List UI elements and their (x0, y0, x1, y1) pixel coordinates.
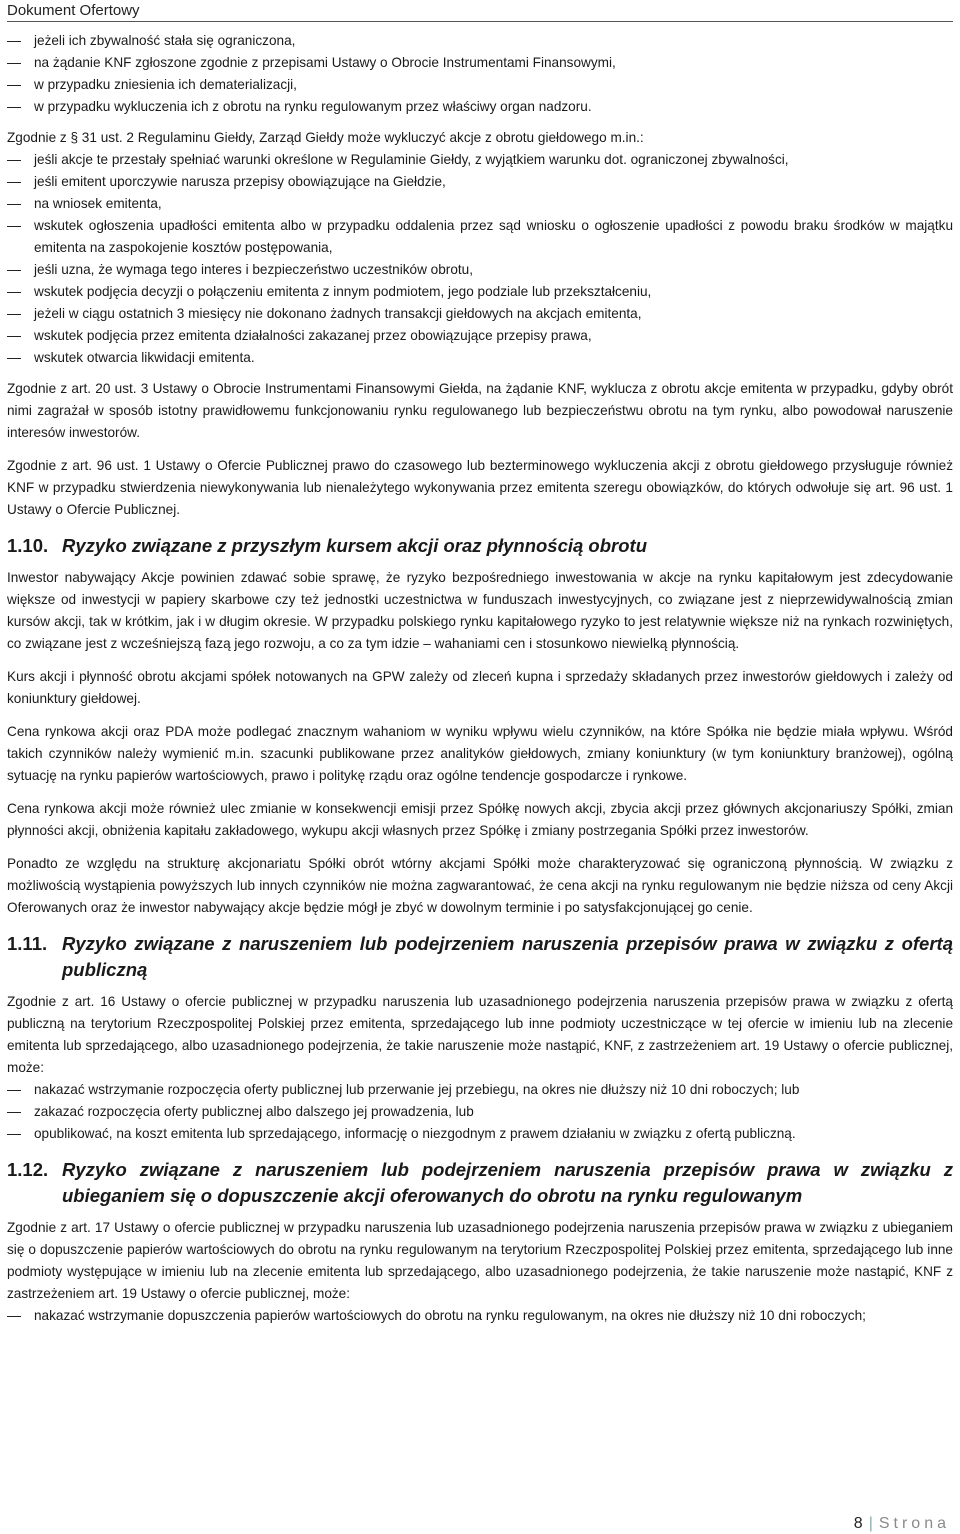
section-title: Ryzyko związane z naruszeniem lub podejrzeniem naruszenia przepisów prawa w związku z ubieganiem się o dopuszczenie akcji oferowanych do obrotu na rynku regulowanym (62, 1159, 953, 1206)
paragraph: Ponadto ze względu na strukturę akcjonariatu Spółki obrót wtórny akcjami Spółki może charakteryzować się ograniczoną płynnością. W związku z możliwością wystąpienia powyższych lub innych czynników nie można zagwarantować, że cena akcji na rynku regulowanym nie będzie niższa od ceny Akcji Oferowanych oraz że inwestor nabywający akcje będzie mógł je zbyć w dowolnym terminie i po satysfakcjonującej go cenie. (7, 856, 953, 915)
section-number: 1.10. (7, 535, 49, 556)
list-item: jeżeli ich zbywalność stała się ograniczona, (7, 30, 953, 52)
paragraph: Zgodnie z § 31 ust. 2 Regulaminu Giełdy, Zarząd Giełdy może wykluczyć akcje z obrotu giełdowego m.in.: (7, 130, 644, 145)
list-item: jeśli akcje te przestały spełniać warunki określone w Regulaminie Giełdy, z wyjątkiem warunku dot. ograniczonej zbywalności, (7, 149, 953, 171)
paragraph: Cena rynkowa akcji oraz PDA może podlegać znacznym wahaniom w wyniku wpływu wielu czynników, na które Spółka nie będzie miała wpływu. Wśród takich czynników należy wymienić m.in. szacunki publikowane przez analityków giełdowych, zmiany koniunktury (w tym koniunktury branżowej), ogólną sytuację na rynku papierów wartościowych, prawo i politykę rządu oraz ogólne tendencje gospodarcze i rynkowe. (7, 724, 953, 783)
list-item: nakazać wstrzymanie dopuszczenia papierów wartościowych do obrotu na rynku regulowanym, na okres nie dłuższy niż 10 dni roboczych; (7, 1305, 953, 1327)
page-header (7, 0, 953, 22)
paragraph: Zgodnie z art. 20 ust. 3 Ustawy o Obrocie Instrumentami Finansowymi Giełda, na żądanie KNF, wyklucza z obrotu akcje emitenta w przypadku, gdyby obrót nimi zagrażał w sposób istotny prawidłowemu funkcjonowaniu rynku regulowanego lub bezpieczeństwu obrotu na tym rynku, albo powodował naruszenie interesów inwestorów. (7, 381, 953, 440)
list-item: wskutek podjęcia decyzji o połączeniu emitenta z innym podmiotem, jego podziale lub przekształceniu, (7, 281, 953, 303)
section-heading-1-10 (7, 533, 953, 559)
section-title: Ryzyko związane z naruszeniem lub podejrzeniem naruszenia przepisów prawa w związku z ofertą publiczną (62, 933, 953, 980)
list-item: wskutek ogłoszenia upadłości emitenta albo w przypadku oddalenia przez sąd wniosku o ogłoszenie upadłości z powodu braku środków w majątku emitenta na zaspokojenie kosztów postępowania, (7, 215, 953, 259)
knf-admission-measures-list (7, 1305, 953, 1327)
page-content (7, 30, 953, 1327)
paragraph: Zgodnie z art. 17 Ustawy o ofercie publicznej w przypadku naruszenia lub uzasadnionego podejrzenia naruszenia przepisów prawa w związku z ubieganiem się o dopuszczenie papierów wartościowych do obrotu na rynku regulowanym na terytorium Rzeczpospolitej Polskiej przez emitenta, sprzedającego lub inne podmioty występujące w imieniu lub na zlecenie emitenta lub sprzedającego, albo uzasadnionego podejrzenia, że takie naruszenie może nastąpić, KNF z zastrzeżeniem art. 19 Ustawy o ofercie publicznej, może: (7, 1220, 953, 1301)
list-item: jeżeli w ciągu ostatnich 3 miesięcy nie dokonano żadnych transakcji giełdowych na akcjach emitenta, (7, 303, 953, 325)
section-number: 1.12. (7, 1159, 49, 1180)
paragraph: Cena rynkowa akcji może również ulec zmianie w konsekwencji emisji przez Spółkę nowych akcji, zbycia akcji przez głównych akcjonariuszy Spółki, zmian płynności akcji, obniżenia kapitału zakładowego, wykupu akcji własnych przez Spółkę i zmiany postrzegania Spółki przez inwestorów. (7, 801, 953, 838)
list-item: nakazać wstrzymanie rozpoczęcia oferty publicznej lub przerwanie jej przebiegu, na okres nie dłuższy niż 10 dni roboczych; lub (7, 1079, 953, 1101)
paragraph: Zgodnie z art. 16 Ustawy o ofercie publicznej w przypadku naruszenia lub uzasadnionego podejrzenia naruszenia przepisów prawa w związku z ofertą publiczną na terytorium Rzeczpospolitej Polskiej przez emitenta, sprzedającego lub inne podmioty uczestniczące w tej ofercie w imieniu lub na zlecenie emitenta lub sprzedającego, albo uzasadnionego podejrzenia, że takie naruszenie może nastąpić, KNF, z zastrzeżeniem art. 19 Ustawy o ofercie publicznej, może: (7, 994, 953, 1075)
list-item: jeśli emitent uporczywie narusza przepisy obowiązujące na Giełdzie, (7, 171, 953, 193)
exchange-exclusion-list (7, 149, 953, 369)
page-number: 8 (853, 1515, 863, 1532)
paragraph: Zgodnie z art. 96 ust. 1 Ustawy o Ofercie Publicznej prawo do czasowego lub bezterminowego wykluczenia akcji z obrotu giełdowego przysługuje również KNF w przypadku stwierdzenia niewykonywania lub nienależytego wykonywania przez emitenta szeregu obowiązków, do których odwołuje się art. 96 ust. 1 Ustawy o Ofercie Publicznej. (7, 458, 953, 517)
list-item: opublikować, na koszt emitenta lub sprzedającego, informację o niezgodnym z prawem działaniu w związku z ofertą publiczną. (7, 1123, 953, 1145)
paragraph: Inwestor nabywający Akcje powinien zdawać sobie sprawę, że ryzyko bezpośredniego inwestowania w akcje na rynku kapitałowym jest zdecydowanie większe od inwestycji w papiery skarbowe czy też jednostki uczestnictwa w funduszach inwestycyjnych, co związane jest z nieprzewidywalnością zmian kursów akcji, tak w krótkim, jak i w długim okresie. W przypadku polskiego rynku kapitałowego ryzyko to jest relatywnie większe niż na rynkach rozwiniętych, co związane jest z wcześniejszą fazą jego rozwoju, a co za tym idzie – wahaniami cen i stosunkowo niewielką płynnością. (7, 570, 953, 651)
list-item: w przypadku zniesienia ich dematerializacji, (7, 74, 953, 96)
footer-separator: | (868, 1515, 873, 1532)
list-item: wskutek otwarcia likwidacji emitenta. (7, 347, 953, 369)
section-title: Ryzyko związane z przyszłym kursem akcji oraz płynnością obrotu (62, 535, 647, 556)
section-heading-1-11 (7, 931, 953, 983)
section-number: 1.11. (7, 933, 48, 954)
list-item: zakazać rozpoczęcia oferty publicznej albo dalszego jej prowadzenia, lub (7, 1101, 953, 1123)
page-footer (854, 1514, 950, 1534)
page-label: Strona (878, 1515, 950, 1532)
knf-measures-list (7, 1079, 953, 1145)
list-item: na wniosek emitenta, (7, 193, 953, 215)
document-title: Dokument Ofertowy (7, 2, 140, 19)
section-heading-1-12 (7, 1157, 953, 1209)
paragraph: Kurs akcji i płynność obrotu akcjami spółek notowanych na GPW zależy od zleceń kupna i sprzedaży składanych przez inwestorów giełdowych i zależy od koniunktury giełdowej. (7, 669, 953, 706)
delisting-conditions-list (7, 30, 953, 118)
list-item: jeśli uzna, że wymaga tego interes i bezpieczeństwo uczestników obrotu, (7, 259, 953, 281)
list-item: na żądanie KNF zgłoszone zgodnie z przepisami Ustawy o Obrocie Instrumentami Finansowymi, (7, 52, 953, 74)
list-item: wskutek podjęcia przez emitenta działalności zakazanej przez obowiązujące przepisy prawa, (7, 325, 953, 347)
list-item: w przypadku wykluczenia ich z obrotu na rynku regulowanym przez właściwy organ nadzoru. (7, 96, 953, 118)
